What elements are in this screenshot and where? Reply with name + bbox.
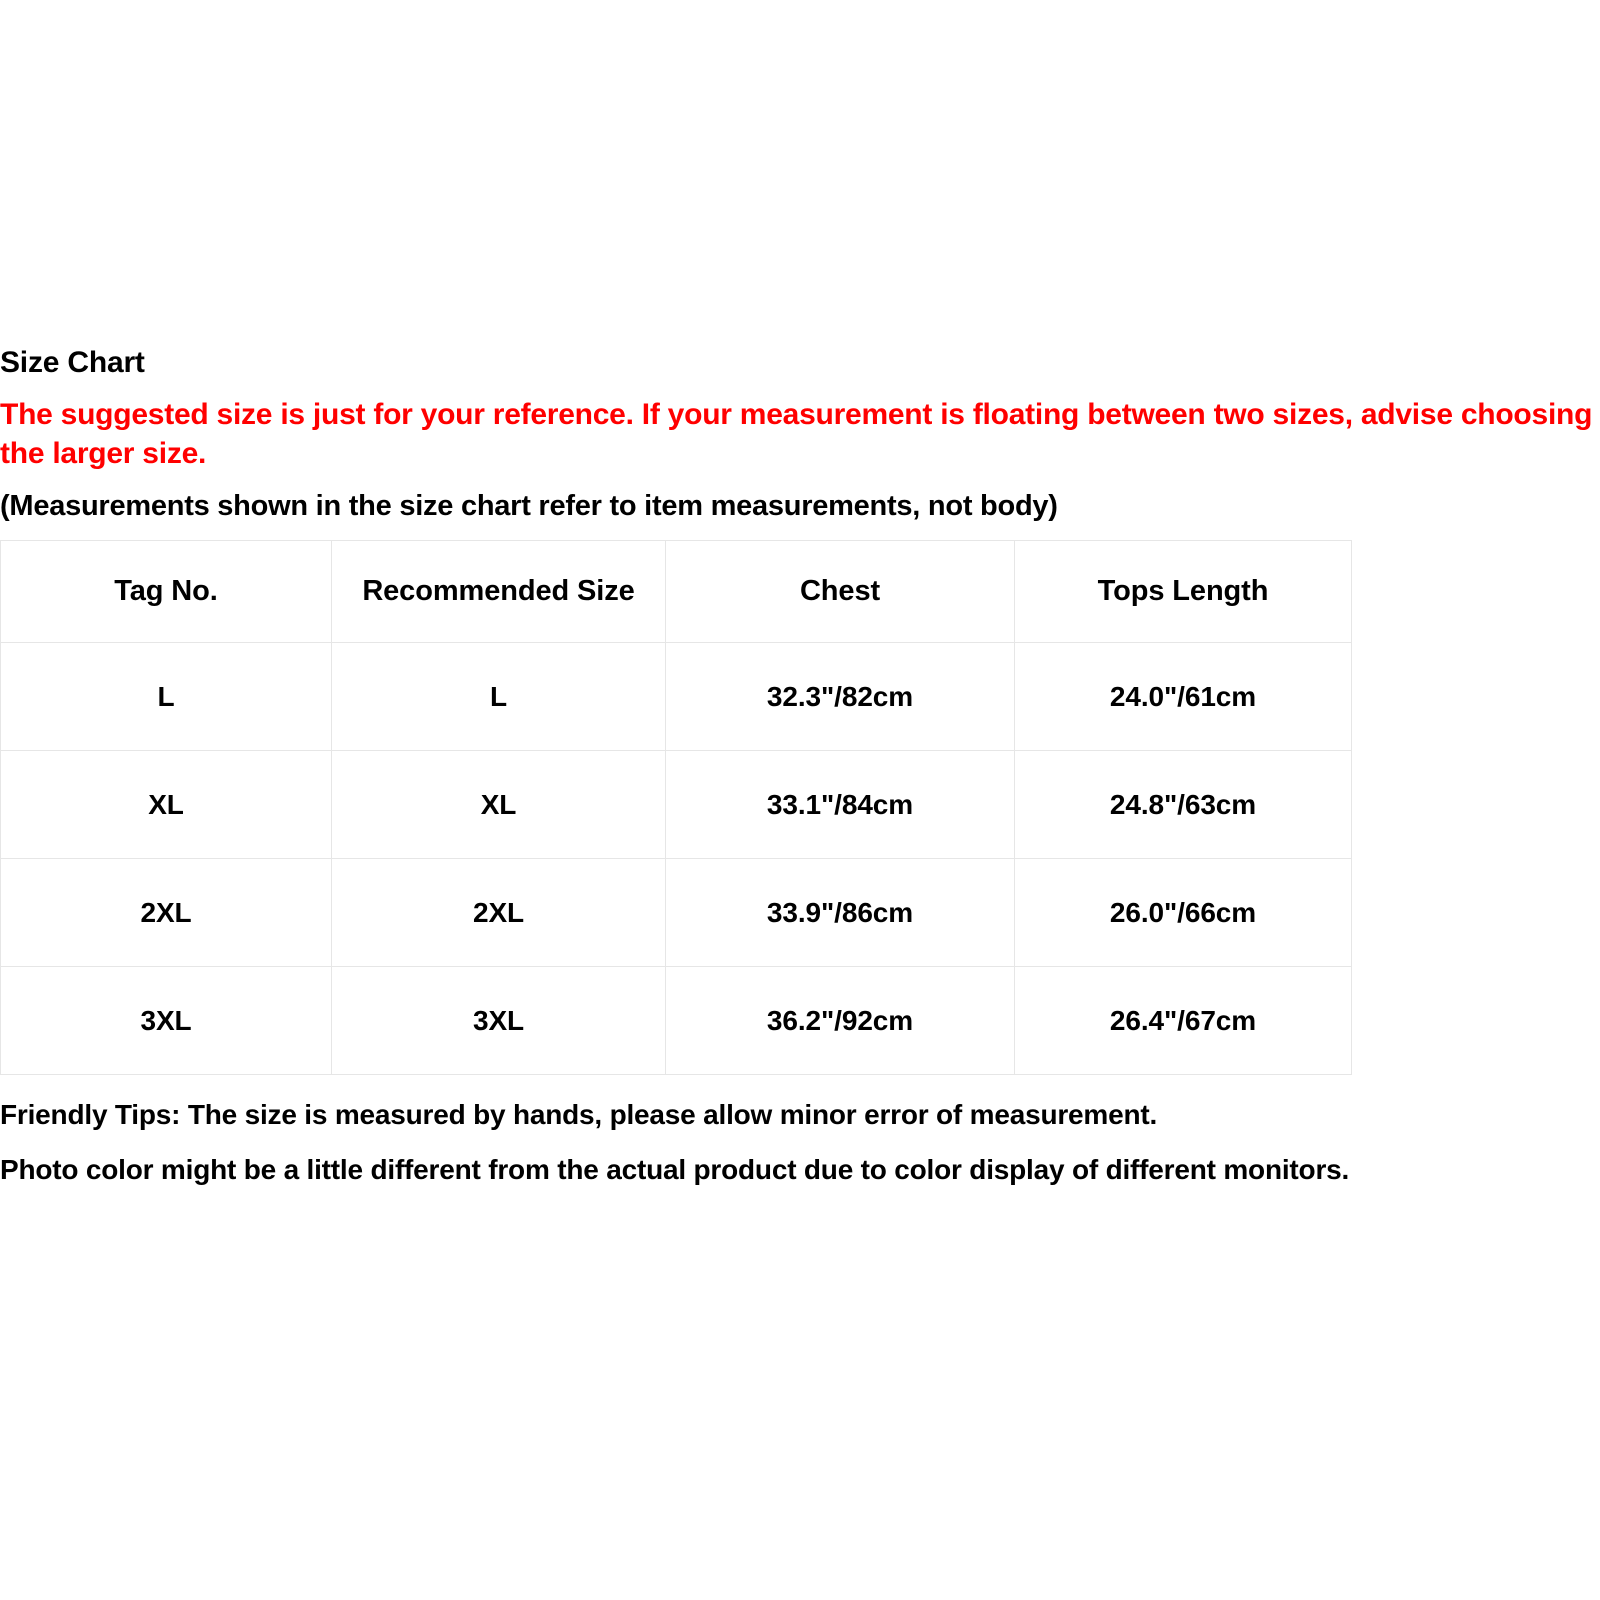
size-warning-text: The suggested size is just for your reference. If your measurement is floating between two sizes, advise choosing the larger size. bbox=[0, 397, 1593, 471]
cell-recommended-size: XL bbox=[332, 751, 666, 859]
column-header-chest: Chest bbox=[666, 541, 1015, 643]
size-chart-content bbox=[0, 345, 1600, 1189]
table-row bbox=[1, 643, 1352, 751]
cell-recommended-size: 2XL bbox=[332, 859, 666, 967]
cell-recommended-size: 3XL bbox=[332, 967, 666, 1075]
cell-tops-length: 26.0"/66cm bbox=[1015, 859, 1352, 967]
column-header-tops-length: Tops Length bbox=[1015, 541, 1352, 643]
table-row bbox=[1, 967, 1352, 1075]
footer-notes bbox=[0, 1096, 1600, 1188]
measurement-note-text: (Measurements shown in the size chart refer to item measurements, not body) bbox=[0, 490, 1058, 523]
table-row bbox=[1, 859, 1352, 967]
cell-chest: 32.3"/82cm bbox=[666, 643, 1015, 751]
cell-tag-no: XL bbox=[1, 751, 332, 859]
cell-tag-no: L bbox=[1, 643, 332, 751]
table-row bbox=[1, 751, 1352, 859]
cell-chest: 33.9"/86cm bbox=[666, 859, 1015, 967]
cell-tag-no: 2XL bbox=[1, 859, 332, 967]
color-disclaimer-text: Photo color might be a little different from the actual product due to color display of different monitors. bbox=[0, 1154, 1350, 1186]
table-header-row bbox=[1, 541, 1352, 643]
column-header-recommended-size: Recommended Size bbox=[332, 541, 666, 643]
column-header-tag-no: Tag No. bbox=[1, 541, 332, 643]
page-title: Size Chart bbox=[0, 346, 145, 379]
cell-tag-no: 3XL bbox=[1, 967, 332, 1075]
cell-tops-length: 24.8"/63cm bbox=[1015, 751, 1352, 859]
cell-chest: 36.2"/92cm bbox=[666, 967, 1015, 1075]
cell-chest: 33.1"/84cm bbox=[666, 751, 1015, 859]
friendly-tips-text: Friendly Tips: The size is measured by hands, please allow minor error of measurement. bbox=[0, 1099, 1158, 1131]
cell-tops-length: 26.4"/67cm bbox=[1015, 967, 1352, 1075]
cell-tops-length: 24.0"/61cm bbox=[1015, 643, 1352, 751]
table-body bbox=[1, 643, 1352, 1075]
table-header bbox=[1, 541, 1352, 643]
size-chart-table bbox=[0, 540, 1352, 1075]
cell-recommended-size: L bbox=[332, 643, 666, 751]
